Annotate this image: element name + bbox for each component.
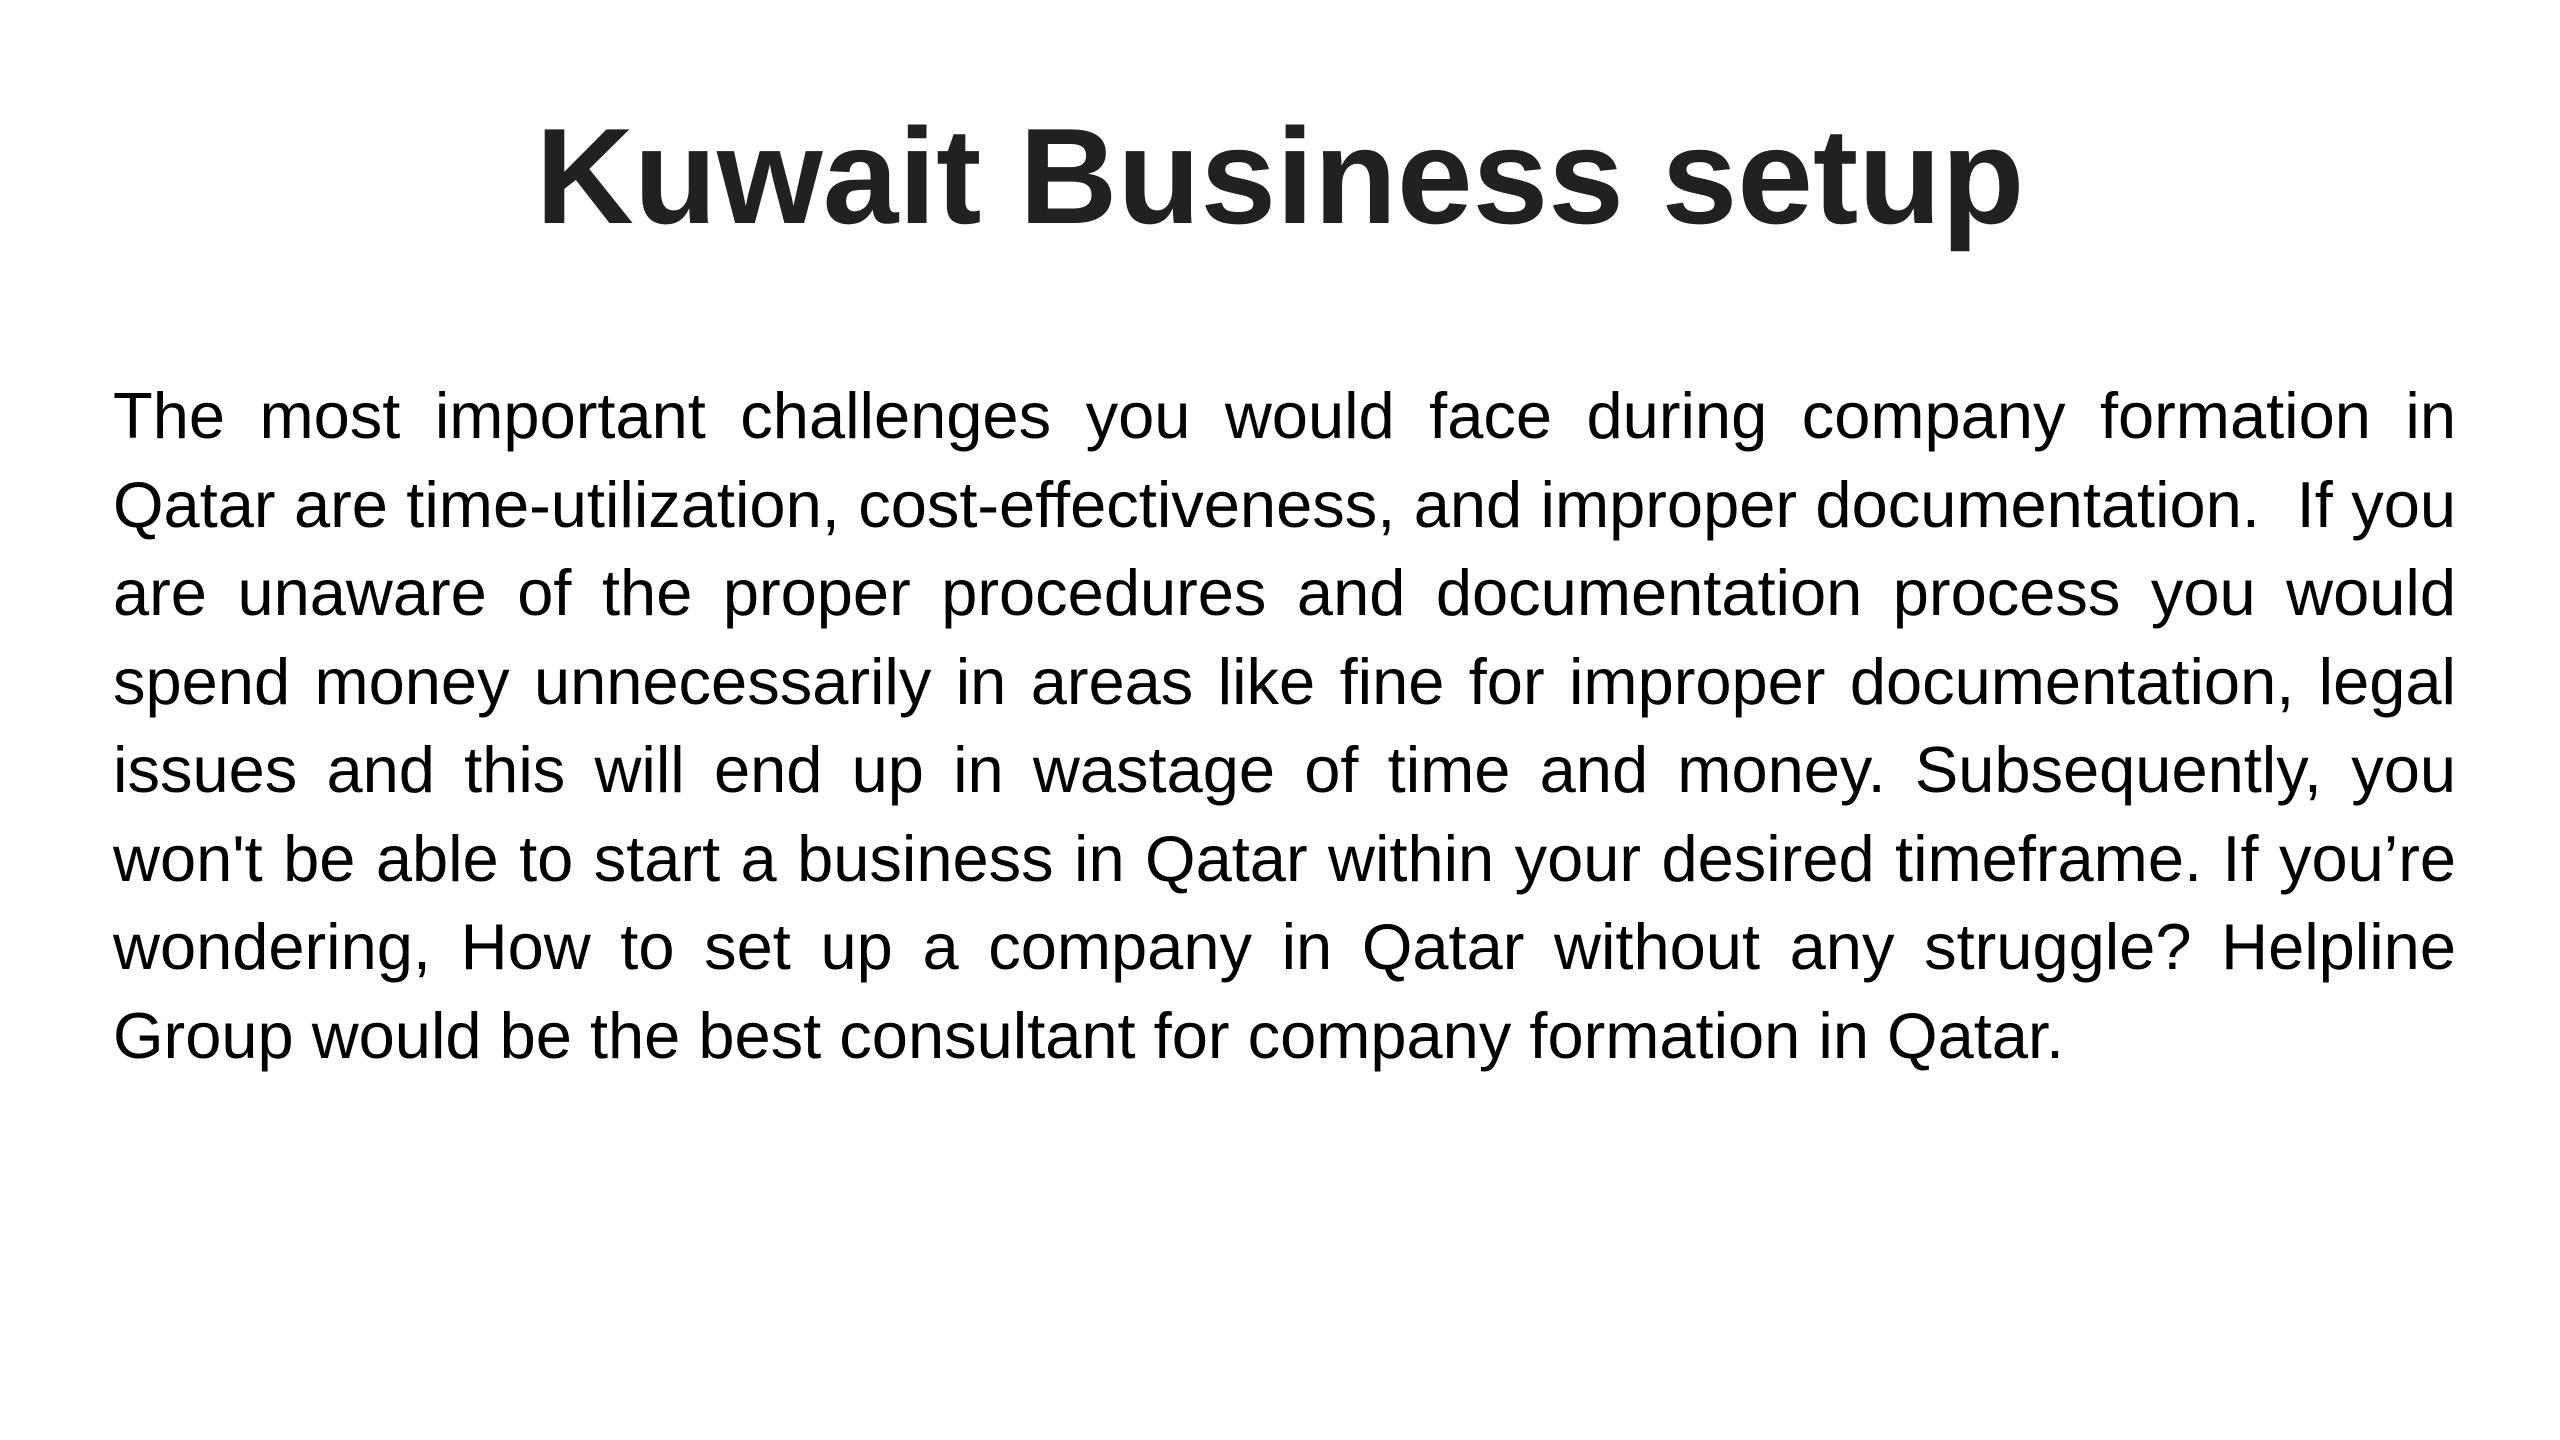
slide-title: Kuwait Business setup [535, 100, 2025, 252]
slide-body-paragraph: The most important challenges you would face during company formation in Qatar are time-utilization, cost-effectiveness, and improper documentation. If you are unaware of the proper procedures and documentation process you would spend money unnecessarily in areas like fine for improper documentation, legal issues and this will end up in wastage of time and money. Subsequently, you won't be able to start a business in Qatar within your desired timeframe. If you’re wondering, How to set up a company in Qatar without any struggle? Helpline Group would be the best consultant for company formation in Qatar. [113, 379, 2475, 1072]
